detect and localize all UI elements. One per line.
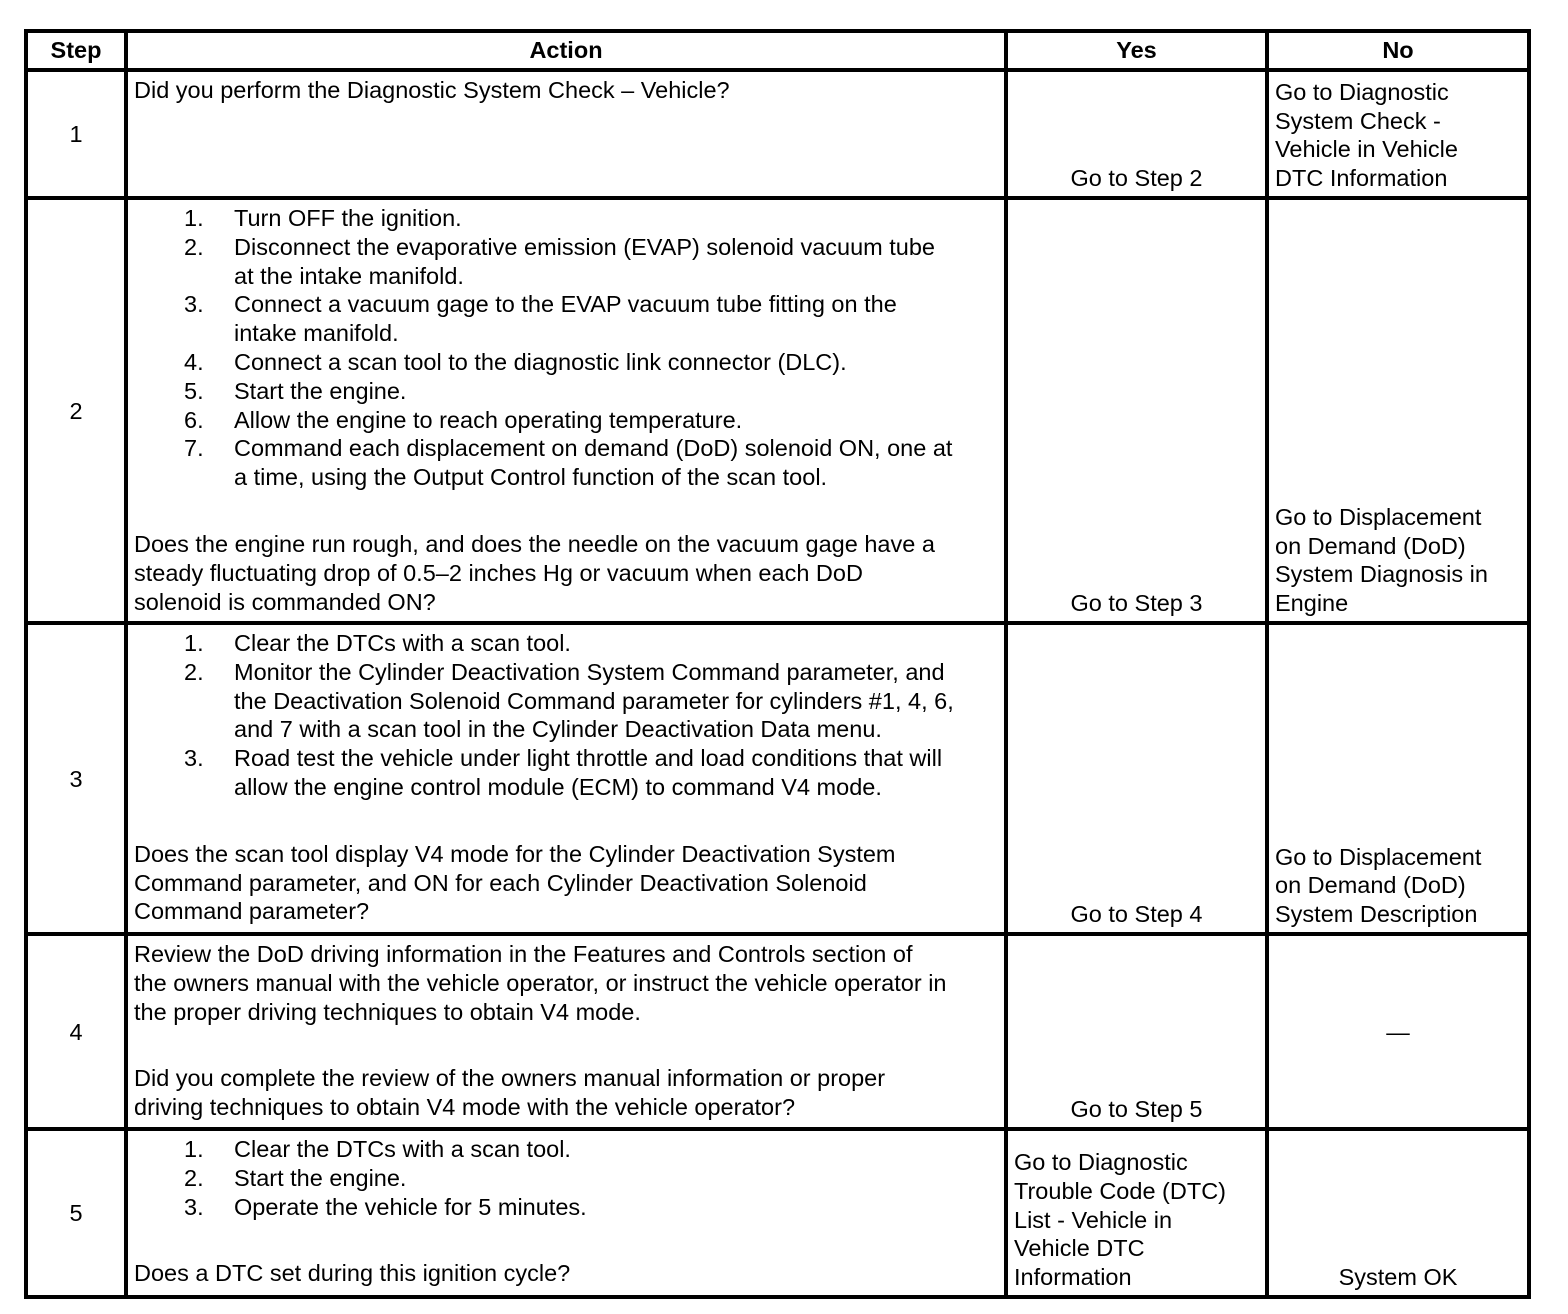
list-item: 2. Monitor the Cylinder Deactivation System Command parameter, and the Deactivation Solenoid Command parameter for cylinders #1, 4, 6, and 7 with a scan tool in the Cylinder Deactivation Data menu. — [184, 658, 954, 743]
step-number: 4 — [26, 934, 126, 1129]
list-item: 2. Disconnect the evaporative emission (EVAP) solenoid vacuum tube at the intake manifold. — [184, 233, 936, 289]
step-number: 1 — [26, 70, 126, 198]
header-action: Action — [126, 31, 1006, 70]
no-cell: Go to Diagnostic System Check - Vehicle in Vehicle DTC Information — [1267, 70, 1529, 198]
list-item: 3. Road test the vehicle under light throttle and load conditions that will allow the engine control module (ECM) to command V4 mode. — [184, 745, 943, 800]
action-cell — [126, 1129, 1006, 1297]
yes-cell: Go to Step 4 — [1006, 623, 1267, 934]
diagnostic-table — [24, 29, 1531, 1299]
action-steps-list — [134, 629, 998, 802]
list-item: 4. Connect a scan tool to the diagnostic link connector (DLC). — [184, 348, 847, 375]
table-row-step-2 — [26, 198, 1529, 623]
action-question: Does the scan tool display V4 mode for the Cylinder Deactivation System Command parameter, and ON for each Cylinder Deactivation Solenoid Command parameter? — [134, 840, 896, 925]
action-question: Does a DTC set during this ignition cycle? — [134, 1260, 571, 1287]
action-question: Did you perform the Diagnostic System Check – Vehicle? — [134, 77, 730, 103]
action-intro: Review the DoD driving information in the Features and Controls section of the owners manual with the vehicle operator, or instruct the vehicle operator in the proper driving techniques to obtain V4 mode. — [134, 941, 947, 1025]
table-row-step-1 — [26, 70, 1529, 198]
action-question: Does the engine run rough, and does the needle on the vacuum gage have a steady fluctuating drop of 0.5–2 inches Hg or vacuum when each DoD solenoid is commanded ON? — [134, 530, 935, 615]
list-item: 7. Command each displacement on demand (DoD) solenoid ON, one at a time, using the Output Control function of the scan tool. — [184, 435, 953, 491]
header-row — [26, 31, 1529, 70]
list-item: 5. Start the engine. — [184, 377, 407, 404]
table-row-step-5 — [26, 1129, 1529, 1297]
list-item: 2. Start the engine. — [184, 1164, 407, 1191]
header-step: Step — [26, 31, 126, 70]
no-cell: Go to Displacement on Demand (DoD) System Diagnosis in Engine — [1267, 198, 1529, 623]
list-item: 3. Operate the vehicle for 5 minutes. — [184, 1193, 587, 1220]
action-cell — [126, 70, 1006, 198]
list-item: 1. Turn OFF the ignition. — [184, 205, 462, 231]
no-cell: System OK — [1267, 1129, 1529, 1297]
action-steps-list — [134, 204, 998, 492]
yes-cell: Go to Diagnostic Trouble Code (DTC) List - Vehicle in Vehicle DTC Information — [1006, 1129, 1267, 1297]
action-cell — [126, 198, 1006, 623]
yes-cell: Go to Step 2 — [1006, 70, 1267, 198]
table-row-step-4 — [26, 934, 1529, 1129]
action-cell — [126, 623, 1006, 934]
list-item: 1. Clear the DTCs with a scan tool. — [184, 1136, 571, 1162]
no-cell: Go to Displacement on Demand (DoD) System Description — [1267, 623, 1529, 934]
no-cell: — — [1267, 934, 1529, 1129]
list-item: 3. Connect a vacuum gage to the EVAP vacuum tube fitting on the intake manifold. — [184, 291, 897, 347]
step-number: 2 — [26, 198, 126, 623]
header-no: No — [1267, 31, 1529, 70]
step-number: 3 — [26, 623, 126, 934]
yes-cell: Go to Step 5 — [1006, 934, 1267, 1129]
header-yes: Yes — [1006, 31, 1267, 70]
list-item: 1. Clear the DTCs with a scan tool. — [184, 630, 571, 656]
table-row-step-3 — [26, 623, 1529, 934]
step-number: 5 — [26, 1129, 126, 1297]
yes-cell: Go to Step 3 — [1006, 198, 1267, 623]
action-cell — [126, 934, 1006, 1129]
action-steps-list — [134, 1135, 998, 1221]
list-item: 6. Allow the engine to reach operating temperature. — [184, 406, 743, 433]
action-question: Did you complete the review of the owners manual information or proper driving techniques to obtain V4 mode with the vehicle operator? — [134, 1065, 886, 1121]
